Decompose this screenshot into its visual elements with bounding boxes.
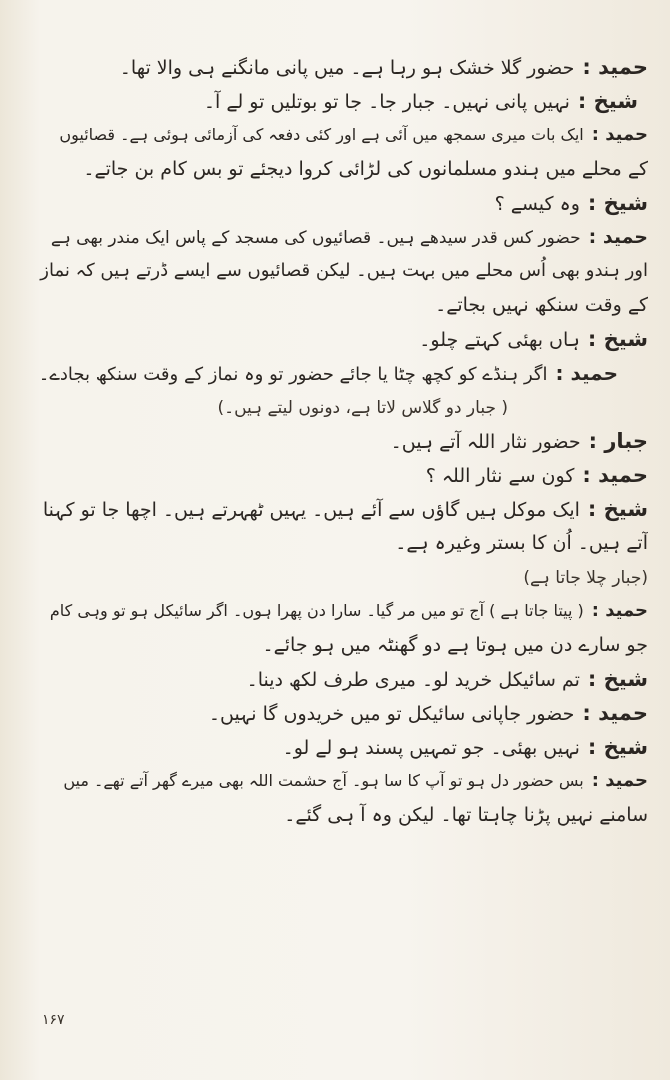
text-line (30, 458, 648, 492)
speech-text: کے وقت سنکھ نہیں بجاتے۔ (435, 294, 648, 316)
text-line (30, 730, 648, 764)
text-line (30, 390, 648, 424)
speaker-name: شیخ : (587, 191, 648, 215)
dialogue-text (30, 50, 648, 832)
speaker-name: حمید : (582, 463, 648, 487)
speech-text: اگر ہنڈے کو کچھ چٹا یا جائے حضور تو وہ نماز کے وقت سنکھ بجادے۔ (38, 364, 548, 385)
speech-text: ( پیتا جاتا ہے ) آج تو میں مر گیا۔ سارا دن پھرا ہوں۔ اگر سائیکل ہو تو وہی کام (49, 601, 584, 620)
text-line (30, 50, 648, 84)
text-line (30, 764, 648, 798)
speech-text: ایک بات میری سمجھ میں آئی ہے اور کئی دفعہ کی آزمائی ہوئی ہے۔ قصائیوں (59, 125, 584, 144)
text-line (30, 798, 648, 832)
speaker-name: شیخ : (577, 89, 638, 113)
speech-text: جو سارے دن میں ہوتا ہے دو گھنٹہ میں ہو جائے۔ (262, 634, 648, 656)
speaker-name: شیخ : (587, 667, 648, 691)
speaker-name: حمید : (582, 701, 648, 725)
speech-text: حضور کس قدر سیدھے ہیں۔ قصائیوں کی مسجد کے پاس ایک مندر بھی ہے (50, 228, 581, 248)
speaker-name: حمید : (591, 124, 648, 145)
speech-text: سامنے نہیں پڑنا چاہتا تھا۔ لیکن وہ آ ہی گئے۔ (284, 804, 648, 826)
speaker-name: حمید : (591, 600, 648, 621)
stage-direction: (جبار چلا جاتا ہے) (523, 568, 648, 588)
text-line (30, 594, 648, 628)
speaker-name: شیخ : (587, 327, 648, 351)
text-line (30, 288, 648, 322)
speaker-name: حمید : (555, 361, 618, 385)
text-line (30, 152, 648, 186)
speaker-name: حمید : (591, 770, 648, 791)
speech-text: کے محلے میں ہندو مسلمانوں کی لڑائی کروا دیجئے تو بس کام بن جاتے۔ (83, 158, 648, 180)
text-line (30, 118, 648, 152)
speaker-name: شیخ : (587, 497, 648, 521)
text-line (30, 560, 648, 594)
speaker-name: شیخ : (587, 735, 648, 759)
speech-text: ایک موکل ہیں گاؤں سے آئے ہیں۔ یہیں ٹھہرتے ہیں۔ اچھا جا تو کہنا (42, 499, 580, 521)
speech-text: حضور گلا خشک ہو رہا ہے۔ میں پانی مانگنے ہی والا تھا۔ (119, 57, 575, 79)
text-line (30, 356, 648, 390)
text-line (30, 254, 648, 288)
speaker-name: حمید : (588, 226, 648, 248)
speech-text: نہیں بھئی۔ جو تمہیں پسند ہو لے لو۔ (282, 737, 580, 759)
speech-text: ہاں بھئی کہتے چلو۔ (419, 329, 580, 351)
stage-direction: ( جبار دو گلاس لاتا ہے، دونوں لیتے ہیں۔) (217, 398, 508, 418)
text-line (30, 220, 648, 254)
speaker-name: حمید : (582, 55, 648, 79)
speech-text: بس حضور دل ہو تو آپ کا سا ہو۔ آج حشمت اللہ بھی میرے گھر آتے تھے۔ میں (63, 771, 584, 790)
text-line (30, 628, 648, 662)
text-line (30, 186, 648, 220)
text-line (30, 84, 648, 118)
page-number: ۱۶۷ (42, 1012, 65, 1028)
text-line (30, 492, 648, 526)
speaker-name: جبار : (588, 429, 648, 453)
speech-text: حضور نثار اللہ آتے ہیں۔ (390, 431, 581, 453)
speech-text: نہیں پانی نہیں۔ جبار جا۔ جا تو بوتلیں تو لے آ۔ (203, 91, 570, 113)
speech-text: تم سائیکل خرید لو۔ میری طرف لکھ دینا۔ (246, 669, 580, 691)
text-line (30, 696, 648, 730)
text-line (30, 662, 648, 696)
speech-text: حضور جاپانی سائیکل تو میں خریدوں گا نہیں۔ (208, 703, 575, 725)
speech-text: وہ کیسے ؟ (494, 193, 580, 215)
text-line (30, 322, 648, 356)
speech-text: آتے ہیں۔ اُن کا بستر وغیرہ ہے۔ (395, 532, 648, 554)
speech-text: کون سے نثار اللہ ؟ (425, 465, 575, 487)
text-line (30, 526, 648, 560)
speech-text: اور ہندو بھی اُس محلے میں بہت ہیں۔ لیکن قصائیوں سے ایسے ڈرتے ہیں کہ نماز (40, 260, 648, 281)
text-line (30, 424, 648, 458)
